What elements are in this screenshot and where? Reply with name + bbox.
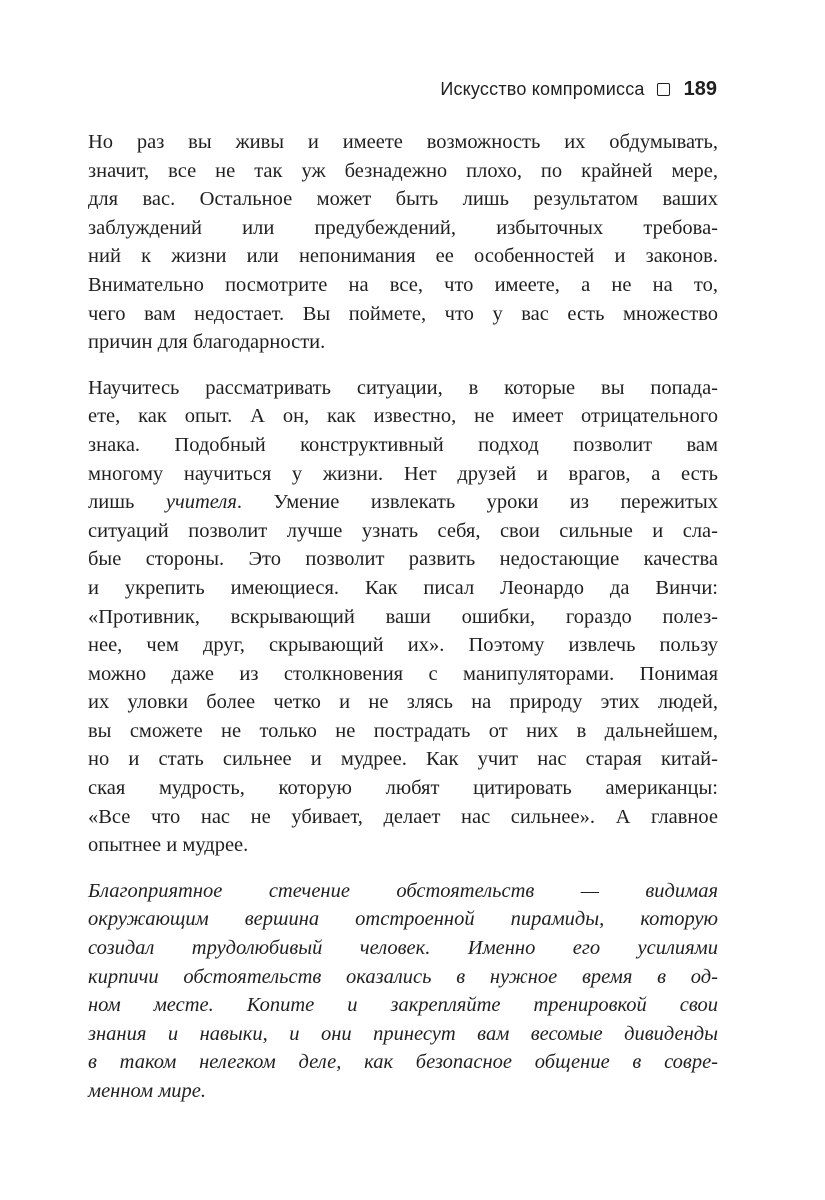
text-line: созидал трудолюбивый человек. Именно его усилиями	[88, 937, 718, 960]
text-line: вы сможете не только не пострадать от них в дальнейшем,	[88, 719, 718, 742]
page-number: 189	[683, 78, 717, 100]
body-text	[88, 128, 718, 1123]
text-line: значит, все не так уж безнадежно плохо, по крайней мере,	[88, 159, 718, 182]
text-line: заблуждений или предубеждений, избыточных требова-	[88, 216, 718, 239]
text-line: ном месте. Копите и закрепляйте тренировкой свои	[88, 994, 718, 1017]
text-line: ская мудрость, которую любят цитировать американцы:	[88, 777, 718, 800]
text-line: и укрепить имеющиеся. Как писал Леонардо да Винчи:	[88, 576, 718, 599]
text-line: знака. Подобный конструктивный подход позволит вам	[88, 433, 718, 456]
text-line: Но раз вы живы и имеете возможность их обдумывать,	[88, 131, 718, 153]
text-line: Благоприятное стечение обстоятельств — видимая	[88, 879, 718, 902]
text-line: Научитесь рассматривать ситуации, в которые вы попада-	[88, 376, 718, 399]
text-line: в таком нелегком деле, как безопасное общение в совре-	[88, 1051, 718, 1074]
text-line: нее, чем друг, скрывающий их». Поэтому извлечь пользу	[88, 634, 718, 657]
text-line: «Все что нас не убивает, делает нас сильнее». А главное	[88, 805, 718, 828]
text-line: можно даже из столкновения с манипуляторами. Понимая	[88, 662, 718, 685]
paragraph-3-italic-quote	[88, 877, 718, 1106]
text-line: бые стороны. Это позволит развить недостающие качества	[88, 548, 718, 571]
paragraph-2	[88, 374, 718, 860]
text-fragment: . Умение извлекать уроки из пережитых	[236, 491, 718, 514]
text-line: менном мире.	[88, 1080, 207, 1102]
text-line: ете, как опыт. А он, как известно, не имеет отрицательного	[88, 405, 718, 428]
text-line: ний к жизни или непонимания ее особенностей и законов.	[88, 245, 718, 268]
text-line: причин для благодарности.	[88, 331, 326, 354]
text-line: ситуаций позволит лучше узнать себя, свои сильные и сла-	[88, 519, 718, 542]
text-line: их уловки более четко и не злясь на природу этих людей,	[88, 691, 718, 714]
text-line: для вас. Остальное может быть лишь результатом ваших	[88, 188, 718, 211]
running-header	[440, 78, 717, 101]
square-bullet-icon	[657, 83, 670, 96]
text-line: «Противник, вскрывающий ваши ошибки, гораздо полез-	[88, 605, 718, 628]
running-title: Искусство компромисса	[440, 79, 645, 99]
text-line: знания и навыки, и они принесут вам весомые дивиденды	[88, 1022, 718, 1045]
text-line: многому научиться у жизни. Нет друзей и врагов, а есть	[88, 462, 718, 485]
text-line: чего вам недостает. Вы поймете, что у вас есть множество	[88, 302, 718, 325]
text-line: опытнее и мудрее.	[88, 834, 249, 857]
text-line: окружающим вершина отстроенной пирамиды, которую	[88, 908, 718, 931]
text-line: Внимательно посмотрите на все, что имеете, а не на то,	[88, 273, 718, 296]
text-line: кирпичи обстоятельств оказались в нужное время в од-	[88, 965, 718, 988]
emphasis-teacher: учителя	[165, 491, 237, 514]
text-fragment: лишь	[88, 491, 166, 514]
text-line: но и стать сильнее и мудрее. Как учит нас старая китай-	[88, 748, 718, 771]
paragraph-1	[88, 128, 718, 357]
text-line	[88, 488, 718, 517]
